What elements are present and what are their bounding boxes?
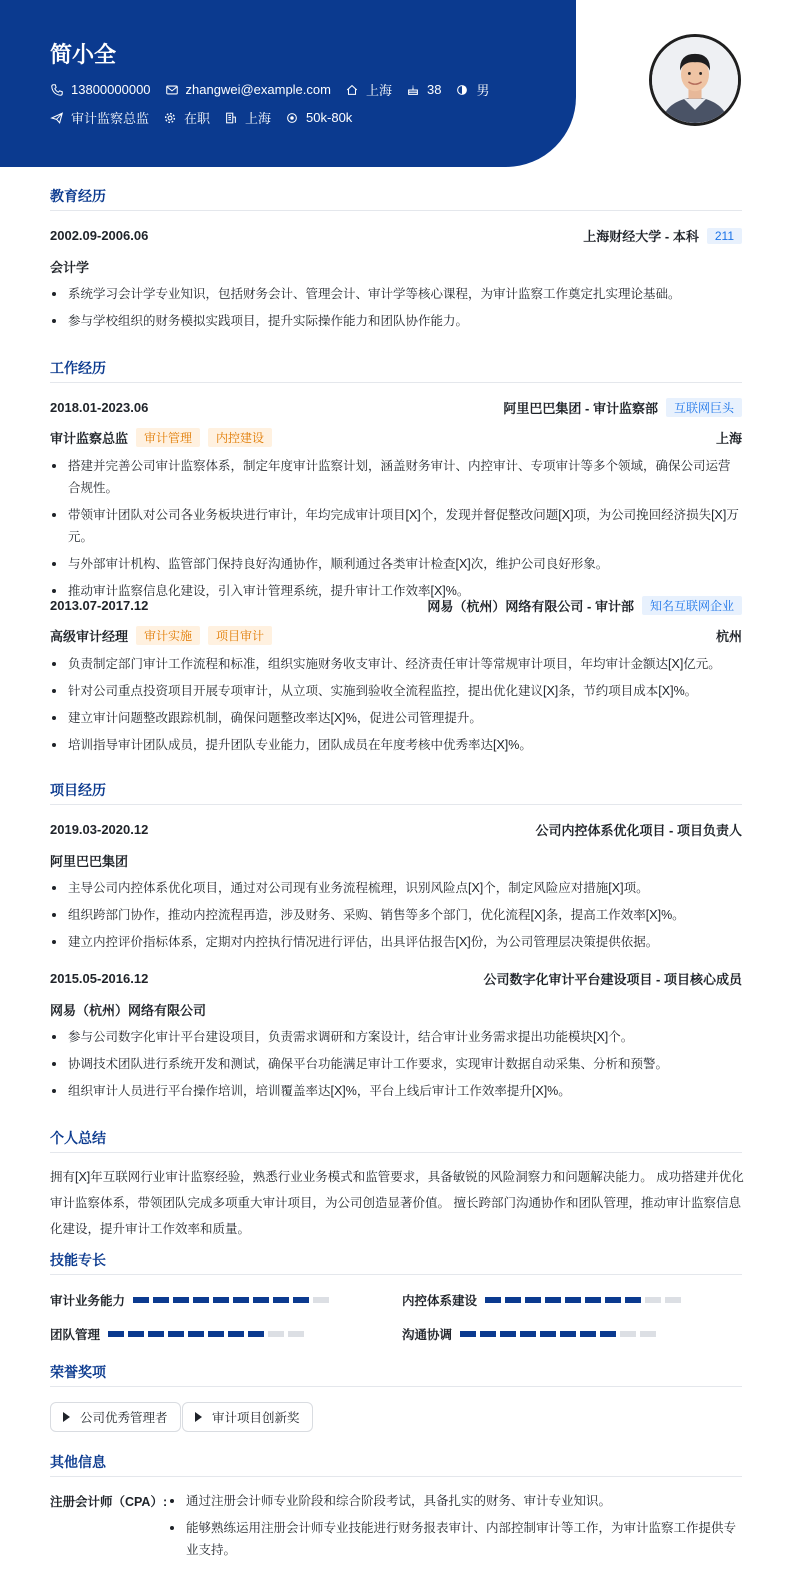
email-item xyxy=(165,82,331,97)
skill-segment-filled xyxy=(480,1331,496,1337)
skill-name: 内控体系建设 xyxy=(402,1294,478,1308)
project-org: 阿里巴巴集团 xyxy=(50,854,129,869)
project-bullets xyxy=(50,1026,742,1107)
work-bullets xyxy=(50,455,742,607)
work-city: 上海 xyxy=(715,431,742,446)
section-work-title: 工作经历 xyxy=(50,358,742,383)
other-bullets xyxy=(168,1490,742,1566)
gear-icon xyxy=(163,111,177,125)
send-icon xyxy=(50,111,64,125)
avatar-photo xyxy=(652,37,738,123)
section-education-title: 教育经历 xyxy=(50,186,742,211)
skill-segment-filled xyxy=(560,1331,576,1337)
gender-text: 男 xyxy=(476,83,490,98)
work-company: 网易（杭州）网络有限公司 - 审计部 xyxy=(427,599,634,614)
list-item: 带领审计团队对公司各业务板块进行审计，年均完成审计项目[X]个，发现并督促整改问题[X]项，为公司挽回经济损失[X]万元。 xyxy=(50,504,742,548)
work-company: 阿里巴巴集团 - 审计监察部 xyxy=(503,401,658,416)
age-text: 38 xyxy=(426,82,442,97)
skill-tag: 审计管理 xyxy=(136,428,200,447)
target-city-text: 上海 xyxy=(245,111,272,126)
skill-segment-filled xyxy=(605,1297,621,1303)
skill-segment-filled xyxy=(485,1297,501,1303)
mail-icon xyxy=(165,83,179,97)
honor-label: 审计项目创新奖 xyxy=(212,1411,300,1425)
section-summary-title: 个人总结 xyxy=(50,1128,742,1153)
project-header xyxy=(50,969,742,988)
skill-segment-filled xyxy=(273,1297,289,1303)
skill-name: 团队管理 xyxy=(50,1328,101,1342)
project-period: 2015.05-2016.12 xyxy=(50,971,149,986)
skill-segment-filled xyxy=(213,1297,229,1303)
skill-segment-filled xyxy=(133,1297,149,1303)
salary-text: 50k-80k xyxy=(306,110,353,125)
position-item xyxy=(50,108,149,127)
city-item xyxy=(345,80,392,99)
skill-segment-filled xyxy=(580,1331,596,1337)
list-item: 与外部审计机构、监管部门保持良好沟通协作，顺利通过各类审计检查[X]次，维护公司良好形象。 xyxy=(50,553,742,575)
job-intent-row xyxy=(50,108,366,127)
list-item: 通过注册会计师专业阶段和综合阶段考试，具备扎实的财务、审计专业知识。 xyxy=(168,1490,742,1512)
list-item: 建立审计问题整改跟踪机制，确保问题整改率达[X]%，促进公司管理提升。 xyxy=(50,707,742,729)
skill-segment-filled xyxy=(208,1331,224,1337)
skill-segment-filled xyxy=(540,1331,556,1337)
skill-segment-filled xyxy=(168,1331,184,1337)
skill-segment-filled xyxy=(520,1331,536,1337)
candidate-name: 简小全 xyxy=(50,42,117,67)
list-item: 搭建并完善公司审计监察体系，制定年度审计监察计划，涵盖财务审计、内控审计、专项审计等多个领域，确保公司运营合规性。 xyxy=(50,455,742,499)
list-item: 参与学校组织的财务模拟实践项目，提升实际操作能力和团队协作能力。 xyxy=(50,310,742,332)
project-name: 公司数字化审计平台建设项目 - 项目核心成员 xyxy=(483,972,742,987)
project-period: 2019.03-2020.12 xyxy=(50,822,149,837)
skill-level-bar xyxy=(485,1297,685,1303)
work-period: 2013.07-2017.12 xyxy=(50,598,149,613)
project-org: 网易（杭州）网络有限公司 xyxy=(50,1003,207,1018)
skill-tag: 项目审计 xyxy=(208,626,272,645)
honor-label: 公司优秀管理者 xyxy=(80,1411,168,1425)
skill-segment-empty xyxy=(288,1331,304,1337)
list-item: 协调技术团队进行系统开发和测试，确保平台功能满足审计工作要求，实现审计数据自动采集、分析和预警。 xyxy=(50,1053,742,1075)
skill-segment-filled xyxy=(600,1331,616,1337)
phone-text: 13800000000 xyxy=(71,82,151,97)
skill-segment-filled xyxy=(228,1331,244,1337)
work-title-row xyxy=(50,428,742,447)
education-bullets xyxy=(50,283,742,337)
education-period: 2002.09-2006.06 xyxy=(50,228,149,243)
skill-segment-filled xyxy=(500,1331,516,1337)
gender-icon xyxy=(455,83,469,97)
education-major: 会计学 xyxy=(50,260,90,275)
skill-segment-filled xyxy=(108,1331,124,1337)
skill-segment-filled xyxy=(188,1331,204,1337)
home-icon xyxy=(345,83,359,97)
work-title: 审计监察总监 xyxy=(50,431,129,446)
work-city: 杭州 xyxy=(715,629,742,644)
work-title: 高级审计经理 xyxy=(50,629,129,644)
list-item: 系统学习会计学专业知识，包括财务会计、管理会计、审计学等核心课程，为审计监察工作奠定扎实理论基础。 xyxy=(50,283,742,305)
other-label: 注册会计师（CPA）: xyxy=(50,1495,168,1509)
skill-segment-filled xyxy=(128,1331,144,1337)
work-header xyxy=(50,398,742,417)
status-text: 在职 xyxy=(184,111,211,126)
skill-segment-empty xyxy=(645,1297,661,1303)
skill-item xyxy=(50,1325,308,1343)
list-item: 主导公司内控体系优化项目，通过对公司现有业务流程梳理，识别风险点[X]个，制定风险应对措施[X]项。 xyxy=(50,877,742,899)
company-tag: 互联网巨头 xyxy=(666,398,742,417)
phone-item xyxy=(50,82,151,97)
skill-segment-filled xyxy=(545,1297,561,1303)
skill-item xyxy=(402,1325,660,1343)
honor-badge xyxy=(182,1402,313,1432)
list-item: 组织跨部门协作，推动内控流程再造，涉及财务、采购、销售等多个部门，优化流程[X]条，提高工作效率[X]%。 xyxy=(50,904,742,926)
skill-name: 沟通协调 xyxy=(402,1328,453,1342)
skill-segment-filled xyxy=(505,1297,521,1303)
status-item xyxy=(163,108,210,127)
education-header xyxy=(50,226,742,245)
project-bullets xyxy=(50,877,742,958)
summary-text: 拥有[X]年互联网行业审计监察经验，熟悉行业业务模式和监管要求，具备敏锐的风险洞察力和问题解决能力。 成功搭建并优化审计监察体系，带领团队完成多项重大审计项目，为公司创造显著价值。 擅长跨部门沟通协作和团队管理，推动审计监察信息化建设，提升审计工作效率和质量。 xyxy=(50,1170,744,1236)
section-skills-title: 技能专长 xyxy=(50,1250,742,1275)
skill-name: 审计业务能力 xyxy=(50,1294,126,1308)
gender-item xyxy=(455,80,489,99)
skill-level-bar xyxy=(460,1331,660,1337)
skill-segment-filled xyxy=(460,1331,476,1337)
section-honors-title: 荣誉奖项 xyxy=(50,1362,742,1387)
project-header xyxy=(50,820,742,839)
skill-segment-filled xyxy=(233,1297,249,1303)
skill-segment-filled xyxy=(153,1297,169,1303)
project-name: 公司内控体系优化项目 - 项目负责人 xyxy=(535,823,742,838)
phone-icon xyxy=(50,83,64,97)
work-header xyxy=(50,596,742,615)
skill-segment-filled xyxy=(248,1331,264,1337)
skill-segment-empty xyxy=(665,1297,681,1303)
city-text: 上海 xyxy=(365,83,392,98)
section-other-title: 其他信息 xyxy=(50,1452,742,1477)
avatar xyxy=(649,34,741,126)
play-icon xyxy=(195,1412,202,1422)
building-icon xyxy=(224,111,238,125)
skill-level-bar xyxy=(108,1331,308,1337)
list-item: 能够熟练运用注册会计师专业技能进行财务报表审计、内部控制审计等工作，为审计监察工作提供专业支持。 xyxy=(168,1517,742,1561)
list-item: 针对公司重点投资项目开展专项审计，从立项、实施到验收全流程监控，提出优化建议[X]条，节约项目成本[X]%。 xyxy=(50,680,742,702)
education-school: 上海财经大学 - 本科 xyxy=(583,229,699,244)
target-icon xyxy=(285,111,299,125)
skill-segment-filled xyxy=(148,1331,164,1337)
honor-badge xyxy=(50,1402,181,1432)
work-period: 2018.01-2023.06 xyxy=(50,400,149,415)
skill-tag: 审计实施 xyxy=(136,626,200,645)
skill-segment-empty xyxy=(268,1331,284,1337)
cake-icon xyxy=(406,83,420,97)
skill-item xyxy=(50,1291,333,1309)
age-item xyxy=(406,82,441,97)
skill-segment-filled xyxy=(525,1297,541,1303)
skill-segment-empty xyxy=(620,1331,636,1337)
section-project-title: 项目经历 xyxy=(50,780,742,805)
list-item: 组织审计人员进行平台操作培训，培训覆盖率达[X]%，平台上线后审计工作效率提升[X]%。 xyxy=(50,1080,742,1102)
play-icon xyxy=(63,1412,70,1422)
company-tag: 知名互联网企业 xyxy=(642,596,742,615)
work-title-row xyxy=(50,626,742,645)
skill-item xyxy=(402,1291,685,1309)
contact-row xyxy=(50,80,503,99)
skill-segment-filled xyxy=(585,1297,601,1303)
skill-segment-filled xyxy=(253,1297,269,1303)
skill-segment-filled xyxy=(293,1297,309,1303)
list-item: 推动审计监察信息化建设，引入审计管理系统，提升审计工作效率[X]%。 xyxy=(50,580,742,602)
list-item: 建立内控评价指标体系，定期对内控执行情况进行评估，出具评估报告[X]份，为公司管理层决策提供依据。 xyxy=(50,931,742,953)
list-item: 参与公司数字化审计平台建设项目，负责需求调研和方案设计，结合审计业务需求提出功能模块[X]个。 xyxy=(50,1026,742,1048)
skill-segment-empty xyxy=(313,1297,329,1303)
education-tag: 211 xyxy=(707,228,742,244)
position-text: 审计监察总监 xyxy=(71,111,150,126)
skill-segment-empty xyxy=(640,1331,656,1337)
skill-segment-filled xyxy=(565,1297,581,1303)
list-item: 负责制定部门审计工作流程和标准，组织实施财务收支审计、经济责任审计等常规审计项目，年均审计金额达[X]亿元。 xyxy=(50,653,742,675)
skill-tag: 内控建设 xyxy=(208,428,272,447)
skill-level-bar xyxy=(133,1297,333,1303)
skill-segment-filled xyxy=(193,1297,209,1303)
salary-item xyxy=(285,110,352,125)
work-bullets xyxy=(50,653,742,761)
email-text: zhangwei@example.com xyxy=(185,82,331,97)
skill-segment-filled xyxy=(173,1297,189,1303)
list-item: 培训指导审计团队成员，提升团队专业能力，团队成员在年度考核中优秀率达[X]%。 xyxy=(50,734,742,756)
skill-segment-filled xyxy=(625,1297,641,1303)
target-city-item xyxy=(224,108,271,127)
